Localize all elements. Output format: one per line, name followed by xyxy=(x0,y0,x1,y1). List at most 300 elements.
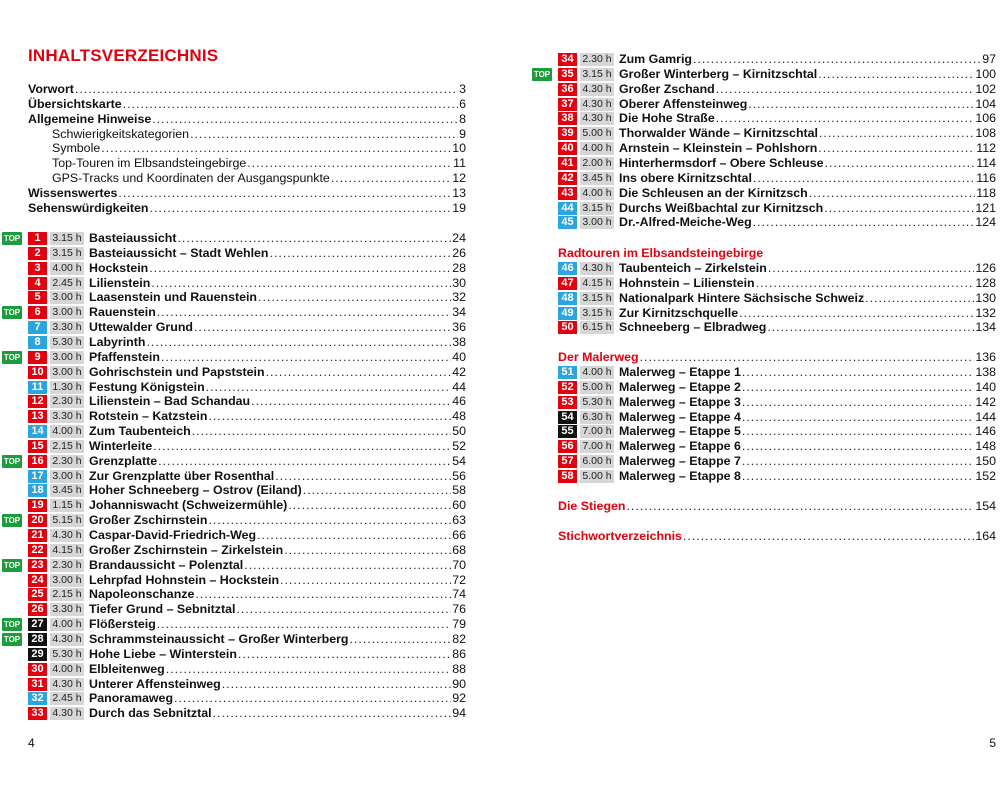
entry-title: Schneeberg – Elbradweg xyxy=(619,320,767,335)
tour-duration: 3.00 h xyxy=(50,291,84,304)
leader-dots xyxy=(716,82,975,97)
tour-entry[interactable] xyxy=(28,483,466,498)
tour-entry[interactable] xyxy=(558,126,996,141)
entry-page: 11 xyxy=(453,156,466,171)
entry-title: Napoleonschanze xyxy=(89,587,195,602)
entry-title: Übersichtskarte xyxy=(28,96,122,111)
entry-page: 44 xyxy=(452,379,466,394)
tour-number: 14 xyxy=(28,425,47,438)
leader-dots xyxy=(349,632,451,647)
tour-number: 58 xyxy=(558,470,577,483)
tour-duration: 3.00 h xyxy=(50,470,84,483)
tour-duration: 4.30 h xyxy=(580,262,614,275)
tour-number: 56 xyxy=(558,440,577,453)
tour-duration: 6.00 h xyxy=(580,455,614,468)
leader-dots xyxy=(75,82,458,97)
tour-duration: 3.00 h xyxy=(50,306,84,319)
leader-dots xyxy=(753,215,975,230)
leader-dots xyxy=(742,380,974,395)
tour-duration: 3.45 h xyxy=(50,484,84,497)
tour-entry[interactable] xyxy=(28,439,466,454)
entry-title: Zum Taubenteich xyxy=(89,424,191,439)
entry-page: 134 xyxy=(975,320,996,335)
entry-page: 26 xyxy=(452,245,466,260)
tour-number: 12 xyxy=(28,395,47,408)
entry-title: Ins obere Kirnitzschtal xyxy=(619,170,752,185)
entry-page: 116 xyxy=(976,170,996,185)
leader-dots xyxy=(284,543,451,558)
tour-entry[interactable] xyxy=(558,97,996,112)
tour-number: 20 xyxy=(28,514,47,527)
tour-entry[interactable] xyxy=(558,82,996,97)
tour-number: 53 xyxy=(558,396,577,409)
tour-duration: 5.30 h xyxy=(50,648,84,661)
tour-duration: 5.00 h xyxy=(580,381,614,394)
tour-duration: 4.00 h xyxy=(50,425,84,438)
toc-entry[interactable] xyxy=(558,499,996,514)
tour-duration: 4.00 h xyxy=(580,187,614,200)
tour-duration: 4.30 h xyxy=(580,112,614,125)
entry-title: Arnstein – Kleinstein – Pohlshorn xyxy=(619,141,818,156)
leader-dots xyxy=(194,320,451,335)
tour-entry[interactable] xyxy=(558,365,996,380)
tour-number: 42 xyxy=(558,172,577,185)
toc-entry[interactable] xyxy=(28,97,466,112)
tour-duration: 6.15 h xyxy=(580,321,614,334)
tour-number: 26 xyxy=(28,603,47,616)
tour-duration: 3.15 h xyxy=(580,307,614,320)
entry-page: 148 xyxy=(975,439,996,454)
top-badge: TOP xyxy=(3,456,21,466)
leader-dots xyxy=(742,395,974,410)
entry-page: 132 xyxy=(975,305,996,320)
entry-page: 112 xyxy=(976,141,996,156)
entry-title: Lilienstein – Bad Schandau xyxy=(89,394,251,409)
tour-entry[interactable] xyxy=(558,320,996,335)
leader-dots xyxy=(683,529,974,544)
leader-dots xyxy=(236,602,451,617)
tour-entry[interactable] xyxy=(558,215,996,230)
leader-dots xyxy=(739,306,974,321)
leader-dots xyxy=(809,186,976,201)
entry-title: Top-Touren im Elbsandsteingebirge xyxy=(52,156,247,171)
tour-number: 4 xyxy=(28,277,47,290)
entry-title: Großer Zschand xyxy=(619,81,715,96)
top-badge: TOP xyxy=(533,69,551,79)
entry-title: Hohnstein – Lilienstein xyxy=(619,275,755,290)
tour-number: 8 xyxy=(28,336,47,349)
leader-dots xyxy=(258,290,451,305)
tour-entry[interactable] xyxy=(28,409,466,424)
entry-page: 114 xyxy=(976,155,996,170)
entry-title: Die Hohe Straße xyxy=(619,111,715,126)
entry-page: 144 xyxy=(975,409,996,424)
tour-entry[interactable] xyxy=(28,543,466,558)
tour-number: 22 xyxy=(28,544,47,557)
entry-title: Gohrischstein und Papststein xyxy=(89,364,265,379)
tour-entry[interactable] xyxy=(558,141,996,156)
entry-page: 56 xyxy=(452,468,466,483)
top-badge: TOP xyxy=(3,634,21,644)
tour-duration: 5.15 h xyxy=(50,514,84,527)
toc-entry[interactable] xyxy=(28,82,466,97)
tour-duration: 4.00 h xyxy=(50,663,84,676)
entry-title: Durchs Weißbachtal zur Kirnitzsch xyxy=(619,200,824,215)
toc-entry[interactable] xyxy=(558,529,996,544)
tour-number: 45 xyxy=(558,216,577,229)
tour-number: 25 xyxy=(28,588,47,601)
leader-dots xyxy=(266,365,452,380)
tour-number: 21 xyxy=(28,529,47,542)
leader-dots xyxy=(818,141,975,156)
entry-title: Zur Kirnitzschquelle xyxy=(619,305,739,320)
tour-duration: 2.30 h xyxy=(50,395,84,408)
tour-entry[interactable] xyxy=(28,469,466,484)
entry-page: 46 xyxy=(452,394,466,409)
leader-dots xyxy=(208,513,451,528)
tour-entry[interactable] xyxy=(558,276,996,291)
entry-title: Taubenteich – Zirkelstein xyxy=(619,261,767,275)
leader-dots xyxy=(768,261,975,276)
entry-title: Hockstein xyxy=(89,260,149,275)
entry-page: 104 xyxy=(975,96,996,111)
entry-title: Rotstein – Katzstein xyxy=(89,409,208,424)
entry-page: 8 xyxy=(459,111,466,126)
tour-entry[interactable] xyxy=(558,261,996,276)
tour-number: 18 xyxy=(28,484,47,497)
tour-entry[interactable] xyxy=(28,454,466,469)
tour-number: 49 xyxy=(558,307,577,320)
page-number-right: 5 xyxy=(989,736,996,750)
tour-duration: 4.00 h xyxy=(50,262,84,275)
entry-page: 97 xyxy=(982,52,996,66)
leader-dots xyxy=(270,246,452,261)
tour-number: 34 xyxy=(558,53,577,66)
leader-dots xyxy=(157,617,451,632)
entry-page: 76 xyxy=(452,602,466,617)
tour-number: 36 xyxy=(558,83,577,96)
leader-dots xyxy=(244,558,451,573)
tour-entry[interactable] xyxy=(28,647,466,662)
tour-entry[interactable] xyxy=(28,706,466,721)
entry-page: 128 xyxy=(975,275,996,290)
tour-entry[interactable] xyxy=(558,395,996,410)
entry-page: 140 xyxy=(975,379,996,394)
leader-dots xyxy=(748,97,974,112)
tour-entry[interactable] xyxy=(28,394,466,409)
entry-page: 6 xyxy=(459,96,466,111)
tour-entry[interactable] xyxy=(558,111,996,126)
tour-duration: 3.30 h xyxy=(50,603,84,616)
entry-page: 106 xyxy=(975,111,996,126)
leader-dots xyxy=(693,52,981,67)
entry-title: Brandaussicht – Polenztal xyxy=(89,557,244,572)
entry-title: Laasenstein und Rauenstein xyxy=(89,290,257,305)
entry-page: 30 xyxy=(452,275,466,290)
tour-duration: 5.30 h xyxy=(50,336,84,349)
entry-page: 90 xyxy=(452,676,466,691)
tour-entry[interactable] xyxy=(28,290,466,305)
tour-entry[interactable] xyxy=(28,365,466,380)
tour-entry[interactable] xyxy=(28,246,466,261)
tour-entry[interactable] xyxy=(558,156,996,171)
leader-dots xyxy=(824,201,974,216)
entry-page: 136 xyxy=(975,350,996,364)
tour-entry[interactable] xyxy=(558,424,996,439)
entry-page: 10 xyxy=(452,141,466,156)
entry-title: Caspar-David-Friedrich-Weg xyxy=(89,528,257,542)
tour-number: 39 xyxy=(558,127,577,140)
leader-dots xyxy=(123,97,458,112)
tour-entry[interactable] xyxy=(558,380,996,395)
toc-entry[interactable] xyxy=(558,350,996,365)
tour-entry[interactable] xyxy=(558,410,996,425)
entry-title: Großer Zschirnstein – Zirkelstein xyxy=(89,542,284,557)
tour-duration: 4.00 h xyxy=(50,618,84,631)
tour-entry[interactable] xyxy=(28,276,466,291)
tour-number: 38 xyxy=(558,112,577,125)
tour-entry[interactable] xyxy=(558,454,996,469)
tour-number: 9 xyxy=(28,351,47,364)
tour-number: 15 xyxy=(28,440,47,453)
tour-entry[interactable] xyxy=(558,201,996,216)
entry-page: 36 xyxy=(452,320,466,335)
leader-dots xyxy=(280,573,451,588)
toc-entry[interactable] xyxy=(28,186,466,201)
entry-page: 108 xyxy=(975,126,996,141)
tour-number: 54 xyxy=(558,411,577,424)
leader-dots xyxy=(149,261,451,276)
entry-page: 88 xyxy=(452,661,466,676)
entry-page: 58 xyxy=(452,483,466,498)
tour-number: 41 xyxy=(558,157,577,170)
tour-number: 48 xyxy=(558,292,577,305)
entry-title: Pfaffenstein xyxy=(89,349,160,364)
entry-title: Wissenswertes xyxy=(28,185,118,200)
tour-duration: 5.30 h xyxy=(580,396,614,409)
toc-entry[interactable] xyxy=(52,156,466,171)
leader-dots xyxy=(742,365,974,380)
tour-number: 1 xyxy=(28,232,47,245)
leader-dots xyxy=(865,291,974,306)
entry-page: 94 xyxy=(452,706,466,721)
top-badge: TOP xyxy=(3,560,21,570)
entry-title: Flößersteig xyxy=(89,617,156,632)
entry-page: 152 xyxy=(975,468,996,483)
tour-number: 13 xyxy=(28,410,47,423)
entry-page: 118 xyxy=(976,185,996,200)
toc-entry[interactable] xyxy=(28,201,466,216)
tour-duration: 3.45 h xyxy=(580,172,614,185)
tour-entry[interactable] xyxy=(28,602,466,617)
tour-entry[interactable] xyxy=(28,632,466,647)
toc-entry[interactable] xyxy=(52,141,466,156)
tour-entry[interactable] xyxy=(558,67,996,82)
entry-page: 54 xyxy=(452,453,466,468)
leader-dots xyxy=(825,156,976,171)
tour-entry[interactable] xyxy=(28,350,466,365)
tour-entry[interactable] xyxy=(28,305,466,320)
leader-dots xyxy=(742,469,974,484)
tour-entry[interactable] xyxy=(28,558,466,573)
leader-dots xyxy=(151,276,451,291)
tour-number: 2 xyxy=(28,247,47,260)
tour-entry[interactable] xyxy=(558,306,996,321)
tour-duration: 4.30 h xyxy=(50,529,84,542)
tour-number: 6 xyxy=(28,306,47,319)
tour-duration: 3.00 h xyxy=(50,366,84,379)
entry-title: Johanniswacht (Schweizermühle) xyxy=(89,498,288,513)
tour-entry[interactable] xyxy=(28,261,466,276)
entry-page: 74 xyxy=(452,587,466,602)
leader-dots xyxy=(158,454,451,469)
entry-page: 72 xyxy=(452,572,466,587)
tour-number: 33 xyxy=(28,707,47,720)
tour-entry[interactable] xyxy=(28,587,466,602)
entry-page: 19 xyxy=(452,200,466,215)
entry-page: 124 xyxy=(975,215,996,230)
leader-dots xyxy=(174,691,451,706)
tour-entry[interactable] xyxy=(28,320,466,335)
entry-page: 100 xyxy=(975,66,996,81)
tour-entry[interactable] xyxy=(28,513,466,528)
leader-dots xyxy=(742,410,974,425)
tour-entry[interactable] xyxy=(28,424,466,439)
leader-dots xyxy=(146,335,451,350)
toc-entry[interactable] xyxy=(28,112,466,127)
tour-entry[interactable] xyxy=(558,439,996,454)
tour-number: 52 xyxy=(558,381,577,394)
entry-title: Zum Gamrig xyxy=(619,52,692,66)
tour-entry[interactable] xyxy=(28,231,466,246)
entry-title: Rauenstein xyxy=(89,305,156,320)
entry-page: 138 xyxy=(975,365,996,379)
toc-entry[interactable] xyxy=(52,171,466,186)
leader-dots xyxy=(152,112,458,127)
tour-number: 32 xyxy=(28,692,47,705)
entry-page: 126 xyxy=(975,261,996,275)
entry-title: Dr.-Alfred-Meiche-Weg xyxy=(619,215,752,230)
tour-entry[interactable] xyxy=(28,335,466,350)
entry-title: Unterer Affensteinweg xyxy=(89,676,221,691)
tour-duration: 5.00 h xyxy=(580,127,614,140)
entry-title: Tiefer Grund – Sebnitztal xyxy=(89,602,236,617)
entry-page: 121 xyxy=(975,200,996,215)
tour-duration: 3.15 h xyxy=(50,247,84,260)
leader-dots xyxy=(275,469,451,484)
entry-page: 42 xyxy=(452,364,466,379)
entry-title: Festung Königstein xyxy=(89,379,205,394)
entry-page: 24 xyxy=(452,231,466,245)
tour-number: 35 xyxy=(558,68,577,81)
leader-dots xyxy=(303,483,451,498)
entry-title: Die Stiegen xyxy=(558,499,626,513)
tour-number: 27 xyxy=(28,618,47,631)
tour-number: 40 xyxy=(558,142,577,155)
tour-entry[interactable] xyxy=(28,528,466,543)
tour-entry[interactable] xyxy=(558,171,996,186)
entry-page: 86 xyxy=(452,646,466,661)
entry-page: 79 xyxy=(452,617,466,632)
tour-entry[interactable] xyxy=(28,573,466,588)
leader-dots xyxy=(166,662,451,677)
leader-dots xyxy=(153,439,451,454)
toc-entry[interactable] xyxy=(52,127,466,142)
entry-title: Stichwortverzeichnis xyxy=(558,529,682,543)
tour-number: 37 xyxy=(558,98,577,111)
tour-number: 16 xyxy=(28,455,47,468)
leader-dots xyxy=(818,67,974,82)
entry-title: Malerweg – Etappe 8 xyxy=(619,468,741,483)
leader-dots xyxy=(208,409,451,424)
entry-page: 66 xyxy=(452,528,466,542)
entry-page: 12 xyxy=(452,171,466,186)
top-badge: TOP xyxy=(3,234,21,243)
entry-page: 150 xyxy=(975,454,996,469)
tour-entry[interactable] xyxy=(28,662,466,677)
tour-entry[interactable] xyxy=(28,498,466,513)
leader-dots xyxy=(626,499,974,514)
entry-page: 40 xyxy=(452,349,466,364)
tour-duration: 3.30 h xyxy=(50,410,84,423)
leader-dots xyxy=(753,171,975,186)
entry-title: Panoramaweg xyxy=(89,691,174,706)
leader-dots xyxy=(716,111,975,126)
tour-number: 24 xyxy=(28,574,47,587)
leader-dots xyxy=(251,394,451,409)
entry-title: Großer Winterberg – Kirnitzschtal xyxy=(619,66,818,81)
tour-entry[interactable] xyxy=(558,469,996,484)
entry-page: 82 xyxy=(452,631,466,646)
tour-duration: 2.30 h xyxy=(580,53,614,66)
entry-title: Vorwort xyxy=(28,82,74,96)
tour-entry[interactable] xyxy=(28,677,466,692)
leader-dots xyxy=(222,677,451,692)
tour-duration: 4.30 h xyxy=(580,83,614,96)
tour-number: 23 xyxy=(28,559,47,572)
entry-page: 34 xyxy=(452,305,466,320)
tour-entry[interactable] xyxy=(558,186,996,201)
entry-title: Malerweg – Etappe 4 xyxy=(619,409,741,424)
tour-duration: 4.00 h xyxy=(580,366,614,379)
tour-entry[interactable] xyxy=(558,291,996,306)
page-number-left: 4 xyxy=(28,736,35,750)
tour-entry[interactable] xyxy=(28,380,466,395)
tour-duration: 3.00 h xyxy=(50,574,84,587)
section-heading-radtouren xyxy=(558,246,996,261)
entry-title: Basteiaussicht – Stadt Wehlen xyxy=(89,245,269,260)
leader-dots xyxy=(742,454,974,469)
entry-page: 164 xyxy=(975,529,996,543)
tour-entry[interactable] xyxy=(28,691,466,706)
tour-entry[interactable] xyxy=(28,617,466,632)
entry-page: 142 xyxy=(975,394,996,409)
entry-title: Zur Grenzplatte über Rosenthal xyxy=(89,468,275,483)
entry-page: 52 xyxy=(452,438,466,453)
entry-page: 63 xyxy=(452,513,466,528)
entry-page: 13 xyxy=(452,185,466,200)
entry-title: Winterleite xyxy=(89,438,153,453)
tour-duration: 2.15 h xyxy=(50,440,84,453)
tour-entry[interactable] xyxy=(558,52,996,67)
tour-number: 3 xyxy=(28,262,47,275)
entry-page: 9 xyxy=(459,126,466,141)
entry-title: Nationalpark Hintere Sächsische Schweiz xyxy=(619,290,865,305)
tour-duration: 3.15 h xyxy=(50,232,84,245)
entry-title: Lehrpfad Hohnstein – Hockstein xyxy=(89,572,280,587)
entry-title: Basteiaussicht xyxy=(89,231,177,245)
tour-duration: 2.00 h xyxy=(580,157,614,170)
